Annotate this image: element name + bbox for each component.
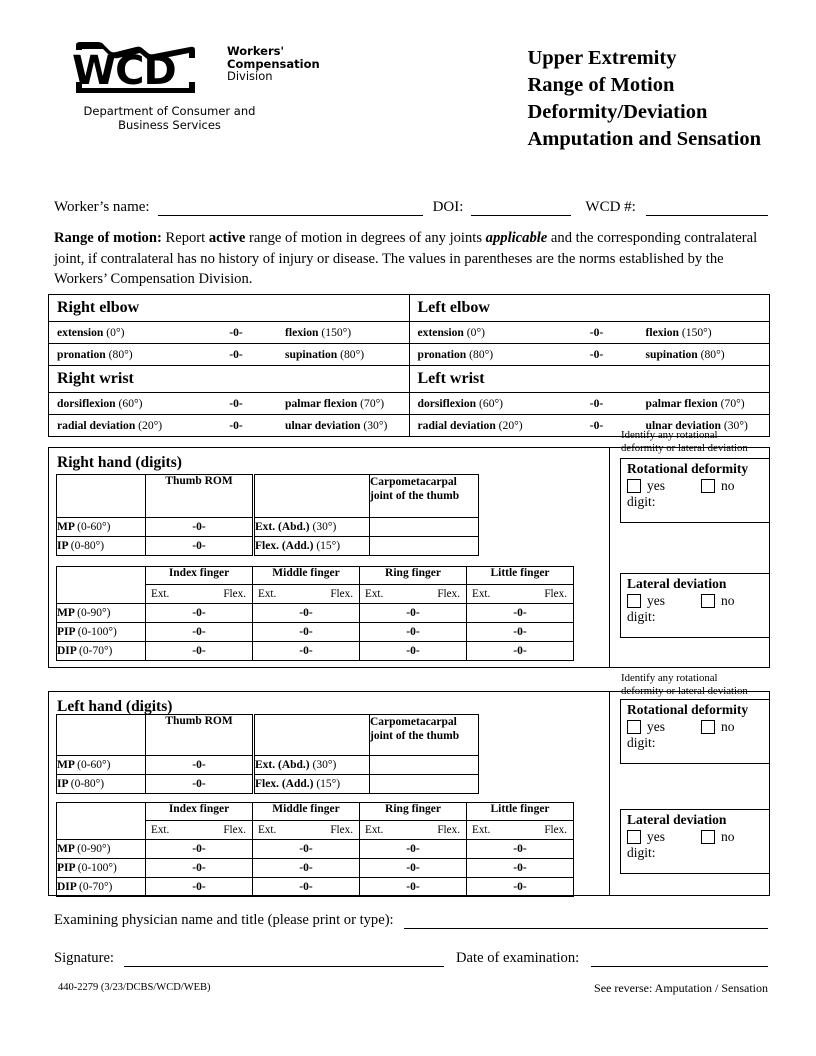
joint-label: extension (0°) xyxy=(417,326,485,339)
finger-value[interactable]: -0- xyxy=(146,840,253,859)
lateral-digit-label[interactable]: digit: xyxy=(627,845,656,860)
instructions-text-1: Report xyxy=(161,230,209,246)
logo-line-3: Division xyxy=(227,69,273,84)
rotational-deformity-box xyxy=(620,699,770,764)
table-row-label: MP (0-90°) xyxy=(57,840,146,859)
finger-value[interactable]: -0- xyxy=(360,642,467,661)
table-row-label: IP (0-80°) xyxy=(57,537,146,556)
instructions-text-3: and the corresponding contralateral joint, if contralateral has no history of injury or disease. The values in parentheses are the norms established by the Workers’ Compensation Division. xyxy=(54,230,758,288)
finger-value[interactable]: -0- xyxy=(146,859,253,878)
finger-value[interactable]: -0- xyxy=(253,604,360,623)
table-row-label: PIP (0-100°) xyxy=(57,623,146,642)
left-elbow-heading: Left elbow xyxy=(417,299,490,316)
finger-value[interactable]: -0- xyxy=(253,840,360,859)
finger-value[interactable]: -0- xyxy=(253,642,360,661)
physician-label: Examining physician name and title (please print or type): xyxy=(54,912,394,928)
right-wrist-heading: Right wrist xyxy=(49,365,409,392)
finger-subheader: Ext. Flex. xyxy=(467,585,574,604)
finger-subheader: Ext. Flex. xyxy=(146,585,253,604)
rotational-deformity-title: Rotational deformity xyxy=(627,702,749,717)
joint-value[interactable]: -0- xyxy=(229,348,243,361)
worker-info-row xyxy=(54,199,768,216)
finger-value[interactable]: -0- xyxy=(253,859,360,878)
date-of-exam-input[interactable] xyxy=(591,951,768,967)
joint-value[interactable]: -0- xyxy=(229,397,243,410)
joint-value[interactable]: -0- xyxy=(229,419,243,432)
rotational-yes-checkbox[interactable] xyxy=(627,479,641,493)
finger-col-header: Ring finger xyxy=(360,803,467,821)
finger-value[interactable]: -0- xyxy=(467,604,574,623)
joint-label-right: flexion (150°) xyxy=(645,326,712,339)
logo-agency-name xyxy=(227,36,320,83)
instructions-bold-active: active xyxy=(208,230,246,246)
joint-label: extension (0°) xyxy=(57,326,125,339)
joint-value[interactable]: -0- xyxy=(589,419,604,432)
joint-label: pronation (80°) xyxy=(417,348,494,361)
joint-label: dorsiflexion (60°) xyxy=(417,397,503,410)
table-row xyxy=(410,392,770,414)
joint-label-right: supination (80°) xyxy=(285,348,365,361)
joint-label-right: ulnar deviation (30°) xyxy=(645,419,748,432)
lateral-digit-label[interactable]: digit: xyxy=(627,609,656,624)
left-thumb-rom-table xyxy=(56,714,253,794)
right-carpometacarpal-table xyxy=(254,474,479,556)
right-fingers-table xyxy=(56,566,574,661)
lateral-no-checkbox[interactable] xyxy=(701,594,715,608)
doi-input[interactable] xyxy=(471,201,571,216)
rotational-no-label: no xyxy=(721,719,735,734)
lateral-no-label: no xyxy=(721,593,735,608)
fingers-corner-cell xyxy=(57,803,146,840)
finger-col-header: Index finger xyxy=(146,803,253,821)
physician-row xyxy=(54,912,768,929)
rotational-digit-label[interactable]: digit: xyxy=(627,494,656,509)
finger-value[interactable]: -0- xyxy=(360,604,467,623)
right-elbow-heading: Right elbow xyxy=(57,299,140,316)
lateral-deviation-options xyxy=(621,828,769,845)
hand-column-divider xyxy=(609,448,610,667)
thumb-corner-cell xyxy=(57,475,146,518)
identify-note xyxy=(621,672,748,698)
thumb-ip-value[interactable]: -0- xyxy=(146,775,253,794)
table-row xyxy=(49,392,409,414)
thumb-rom-header: Thumb ROM xyxy=(146,715,253,756)
joint-label: dorsiflexion (60°) xyxy=(57,397,143,410)
cmc-ext-value[interactable] xyxy=(370,518,479,537)
finger-value[interactable]: -0- xyxy=(467,642,574,661)
wcd-number-input[interactable] xyxy=(646,201,768,216)
finger-value[interactable]: -0- xyxy=(146,642,253,661)
joint-label-right: palmar flexion (70°) xyxy=(285,397,385,410)
title-line-4: Amputation and Sensation xyxy=(527,128,761,150)
signature-label: Signature: xyxy=(54,950,114,966)
finger-value[interactable]: -0- xyxy=(146,623,253,642)
wcd-number-label: WCD #: xyxy=(585,199,636,215)
joint-label-right: supination (80°) xyxy=(645,348,725,361)
instructions-paragraph xyxy=(54,228,766,290)
thumb-corner-cell xyxy=(57,715,146,756)
cmc-flex-value[interactable] xyxy=(370,537,479,556)
rotational-deformity-box xyxy=(620,458,770,523)
instructions-lead: Range of motion: xyxy=(54,230,162,246)
form-number: 440-2279 (3/23/DCBS/WCD/WEB) xyxy=(58,982,211,993)
finger-value[interactable]: -0- xyxy=(360,623,467,642)
joint-label: radial deviation (20°) xyxy=(417,419,523,432)
table-row xyxy=(410,321,770,343)
identify-note xyxy=(621,429,748,455)
doi-label: DOI: xyxy=(432,199,464,215)
rotational-deformity-title: Rotational deformity xyxy=(627,461,749,476)
rotational-no-label: no xyxy=(721,478,735,493)
lateral-deviation-box xyxy=(620,573,770,638)
title-line-3: Deformity/Deviation xyxy=(527,101,708,123)
identify-note-line-1: Identify any rotational xyxy=(621,672,718,684)
rotational-deformity-options xyxy=(621,477,769,494)
finger-col-header: Middle finger xyxy=(253,803,360,821)
page-header xyxy=(48,36,768,171)
joint-label-right: ulnar deviation (30°) xyxy=(285,419,388,432)
joint-label: radial deviation (20°) xyxy=(57,419,163,432)
cmc-corner-cell xyxy=(255,715,370,756)
table-row-label: Flex. (Add.) (15°) xyxy=(255,537,370,556)
lateral-yes-checkbox[interactable] xyxy=(627,830,641,844)
table-row-label: MP (0-60°) xyxy=(57,756,146,775)
identify-note-line-2: deformity or lateral deviation xyxy=(621,685,748,697)
finger-value[interactable]: -0- xyxy=(360,878,467,897)
instructions-text-2: range of motion in degrees of any joints xyxy=(245,230,486,246)
identify-note-line-1: Identify any rotational xyxy=(621,429,718,441)
table-row-label: Ext. (Abd.) (30°) xyxy=(255,518,370,537)
right-thumb-rom-table xyxy=(56,474,253,556)
lateral-deviation-title: Lateral deviation xyxy=(627,576,727,591)
finger-col-header: Little finger xyxy=(467,567,574,585)
finger-subheader: Ext. Flex. xyxy=(253,821,360,840)
joint-label-right: palmar flexion (70°) xyxy=(645,397,745,410)
logo-line-2: Compensation xyxy=(227,56,320,71)
physician-input[interactable] xyxy=(404,913,768,929)
page-title xyxy=(527,45,761,153)
hand-column-divider xyxy=(609,692,610,895)
thumb-rom-header: Thumb ROM xyxy=(146,475,253,518)
lateral-no-checkbox[interactable] xyxy=(701,830,715,844)
right-hand-title: Right hand (digits) xyxy=(57,454,182,471)
joint-value[interactable]: -0- xyxy=(589,348,604,361)
finger-subheader: Ext. Flex. xyxy=(467,821,574,840)
left-hand-title: Left hand (digits) xyxy=(57,698,173,715)
rotational-yes-checkbox[interactable] xyxy=(627,720,641,734)
finger-subheader: Ext. Flex. xyxy=(253,585,360,604)
instructions-italic-applicable: applicable xyxy=(485,230,548,246)
cmc-header: Carpometacarpal joint of the thumb xyxy=(370,475,479,518)
lateral-yes-label: yes xyxy=(647,593,665,608)
cmc-flex-value[interactable] xyxy=(370,775,479,794)
left-wrist-heading: Left wrist xyxy=(410,365,770,392)
right-side-joints xyxy=(49,295,409,436)
rotational-digit-label[interactable]: digit: xyxy=(627,735,656,750)
table-row-label: MP (0-90°) xyxy=(57,604,146,623)
lateral-yes-checkbox[interactable] xyxy=(627,594,641,608)
title-line-2: Range of Motion xyxy=(527,74,675,96)
table-row xyxy=(410,343,770,365)
finger-value[interactable]: -0- xyxy=(253,878,360,897)
thumb-ip-value[interactable]: -0- xyxy=(146,537,253,556)
right-hand-section xyxy=(48,429,770,668)
joint-value[interactable]: -0- xyxy=(229,326,243,339)
finger-subheader: Ext. Flex. xyxy=(360,585,467,604)
worker-name-input[interactable] xyxy=(158,201,423,216)
cmc-ext-value[interactable] xyxy=(370,756,479,775)
thumb-mp-value[interactable]: -0- xyxy=(146,518,253,537)
finger-value[interactable]: -0- xyxy=(253,623,360,642)
rotational-no-checkbox[interactable] xyxy=(701,479,715,493)
table-row-label: IP (0-80°) xyxy=(57,775,146,794)
joint-value[interactable]: -0- xyxy=(589,326,604,339)
table-row xyxy=(49,414,409,436)
lateral-deviation-title: Lateral deviation xyxy=(627,812,727,827)
left-fingers-table xyxy=(56,802,574,897)
finger-value[interactable]: -0- xyxy=(146,604,253,623)
joint-label: pronation (80°) xyxy=(57,348,133,361)
date-of-exam-label: Date of examination: xyxy=(456,950,580,966)
table-row-label: MP (0-60°) xyxy=(57,518,146,537)
logo-department-subtitle: Department of Consumer and Business Services xyxy=(83,104,256,132)
wcd-wordmark-icon xyxy=(62,36,214,98)
rotational-yes-label: yes xyxy=(647,719,665,734)
left-side-joints xyxy=(409,295,769,436)
table-row xyxy=(49,343,409,365)
finger-value[interactable]: -0- xyxy=(467,840,574,859)
rotational-yes-label: yes xyxy=(647,478,665,493)
svg-text:WCD: WCD xyxy=(72,48,176,94)
finger-subheader: Ext. Flex. xyxy=(146,821,253,840)
table-row-label: Flex. (Add.) (15°) xyxy=(255,775,370,794)
rotational-no-checkbox[interactable] xyxy=(701,720,715,734)
finger-col-header: Ring finger xyxy=(360,567,467,585)
identify-note-line-2: deformity or lateral deviation xyxy=(621,442,748,454)
joint-label-right: flexion (150°) xyxy=(285,326,352,339)
thumb-mp-value[interactable]: -0- xyxy=(146,756,253,775)
lateral-deviation-options xyxy=(621,592,769,609)
table-row xyxy=(49,321,409,343)
see-reverse-note: See reverse: Amputation / Sensation xyxy=(594,981,768,995)
fingers-corner-cell xyxy=(57,567,146,604)
left-hand-section xyxy=(48,672,770,896)
finger-col-header: Index finger xyxy=(146,567,253,585)
finger-value[interactable]: -0- xyxy=(360,859,467,878)
finger-col-header: Middle finger xyxy=(253,567,360,585)
elbow-wrist-table xyxy=(48,294,770,437)
table-row-label: DIP (0-70°) xyxy=(57,878,146,897)
signature-input[interactable] xyxy=(124,951,444,967)
left-carpometacarpal-table xyxy=(254,714,479,794)
lateral-no-label: no xyxy=(721,829,735,844)
rotational-deformity-options xyxy=(621,718,769,735)
cmc-header: Carpometacarpal joint of the thumb xyxy=(370,715,479,756)
finger-value[interactable]: -0- xyxy=(467,859,574,878)
finger-col-header: Little finger xyxy=(467,803,574,821)
finger-value[interactable]: -0- xyxy=(467,878,574,897)
wcd-logo xyxy=(62,36,320,132)
lateral-deviation-box xyxy=(620,809,770,874)
title-line-1: Upper Extremity xyxy=(527,47,677,69)
joint-value[interactable]: -0- xyxy=(589,397,604,410)
logo-line-1: Workers' xyxy=(227,44,285,58)
table-row-label: PIP (0-100°) xyxy=(57,859,146,878)
signature-row xyxy=(54,950,768,967)
finger-subheader: Ext. Flex. xyxy=(360,821,467,840)
table-row-label: Ext. (Abd.) (30°) xyxy=(255,756,370,775)
lateral-yes-label: yes xyxy=(647,829,665,844)
finger-value[interactable]: -0- xyxy=(467,623,574,642)
finger-value[interactable]: -0- xyxy=(360,840,467,859)
table-row-label: DIP (0-70°) xyxy=(57,642,146,661)
finger-value[interactable]: -0- xyxy=(146,878,253,897)
cmc-corner-cell xyxy=(255,475,370,518)
worker-name-label: Worker’s name: xyxy=(54,199,150,215)
